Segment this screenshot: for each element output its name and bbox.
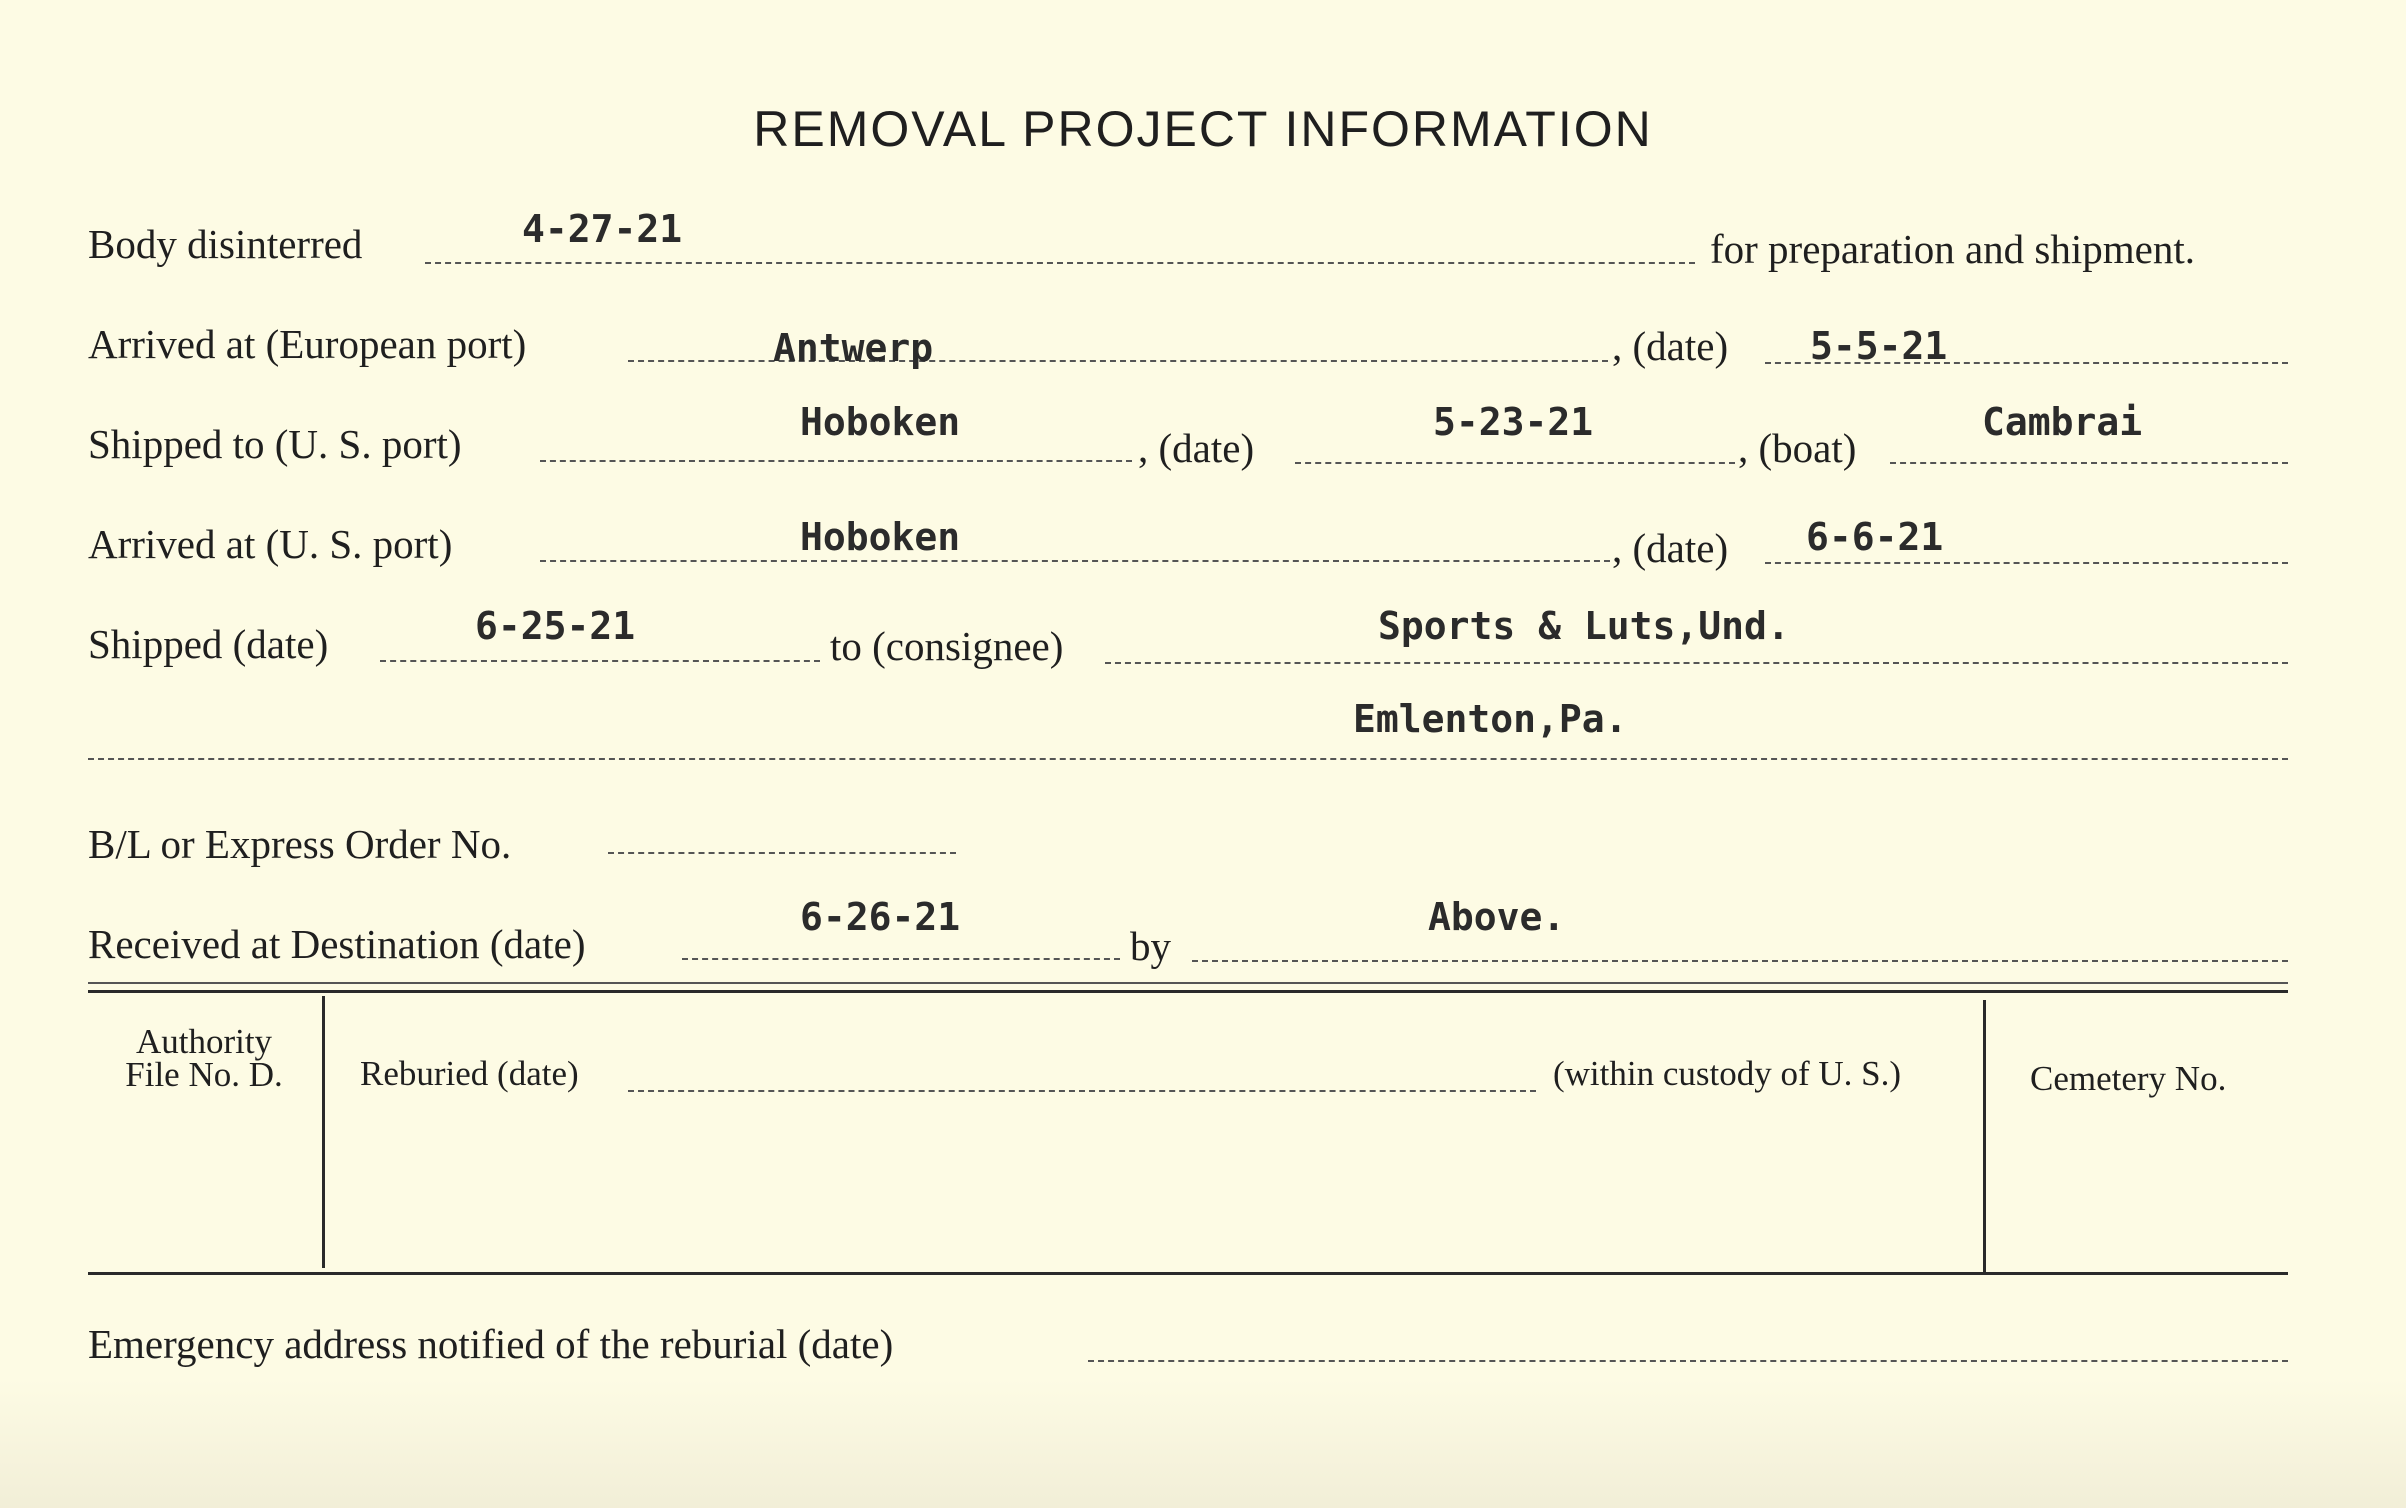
shipped-us-label: Shipped to (U. S. port)	[88, 421, 462, 467]
shipped-us-date-value: 5-23-21	[1433, 400, 1594, 444]
reburied-line	[628, 1090, 1536, 1092]
box-divider-left	[322, 996, 325, 1268]
consignee-line	[1105, 662, 2288, 664]
reburied-label: Reburied (date)	[360, 1054, 579, 1093]
shipped-date-line	[380, 660, 820, 662]
body-disinterred-line	[425, 262, 1695, 264]
custody-label: (within custody of U. S.)	[1553, 1054, 1902, 1093]
arrived-us-date-label: , (date)	[1612, 525, 1729, 571]
shipped-us-line	[540, 460, 1132, 462]
arrived-us-value: Hoboken	[800, 515, 961, 559]
bl-order-label: B/L or Express Order No.	[88, 821, 512, 867]
shipped-date-value: 6-25-21	[475, 604, 636, 648]
shipped-us-boat-value: Cambrai	[1982, 400, 2143, 444]
consignee-value-line2: Emlenton,Pa.	[1353, 697, 1628, 741]
box-top-rule	[88, 982, 2288, 984]
emergency-line	[1088, 1360, 2288, 1362]
arrived-european-date-label: , (date)	[1612, 323, 1729, 369]
received-by-label: by	[1130, 923, 1171, 969]
paper-stain	[0, 1378, 2406, 1508]
consignee-label: to (consignee)	[830, 623, 1064, 669]
authority-label-1: Authority	[135, 1022, 273, 1061]
arrived-us-date-line	[1765, 562, 2288, 564]
shipped-date-label: Shipped (date)	[88, 621, 329, 667]
shipped-us-date-label: , (date)	[1138, 425, 1255, 471]
emergency-label: Emergency address notified of the reburial (date)	[88, 1321, 894, 1367]
shipped-us-date-line	[1295, 462, 1735, 464]
received-line	[682, 958, 1120, 960]
bl-order-line	[608, 852, 956, 854]
box-bottom-rule	[88, 1272, 2288, 1275]
page-title: REMOVAL PROJECT INFORMATION	[753, 101, 1653, 157]
consignee-line-2	[88, 758, 2288, 760]
consignee-value: Sports & Luts,Und.	[1378, 604, 1790, 648]
box-divider-right	[1983, 1000, 1986, 1272]
arrived-european-date-value: 5-5-21	[1810, 324, 1948, 368]
received-by-line	[1192, 960, 2288, 962]
authority-label-2: File No. D.	[125, 1055, 283, 1094]
arrived-us-date-value: 6-6-21	[1806, 515, 1944, 559]
arrived-us-label: Arrived at (U. S. port)	[88, 521, 453, 567]
received-label: Received at Destination (date)	[88, 921, 586, 967]
cemetery-label: Cemetery No.	[2030, 1059, 2227, 1098]
shipped-us-value: Hoboken	[800, 400, 961, 444]
received-by-value: Above.	[1428, 895, 1566, 939]
received-value: 6-26-21	[800, 895, 961, 939]
box-top-rule-2	[88, 990, 2288, 993]
body-disinterred-value: 4-27-21	[522, 207, 683, 251]
body-disinterred-label: Body disinterred	[88, 221, 363, 267]
arrived-european-value: Antwerp	[773, 326, 934, 370]
shipped-us-boat-line	[1890, 462, 2288, 464]
arrived-us-line	[540, 560, 1610, 562]
arrived-european-label: Arrived at (European port)	[88, 321, 527, 367]
shipped-us-boat-label: , (boat)	[1738, 425, 1857, 471]
body-disinterred-suffix: for preparation and shipment.	[1710, 226, 2196, 272]
